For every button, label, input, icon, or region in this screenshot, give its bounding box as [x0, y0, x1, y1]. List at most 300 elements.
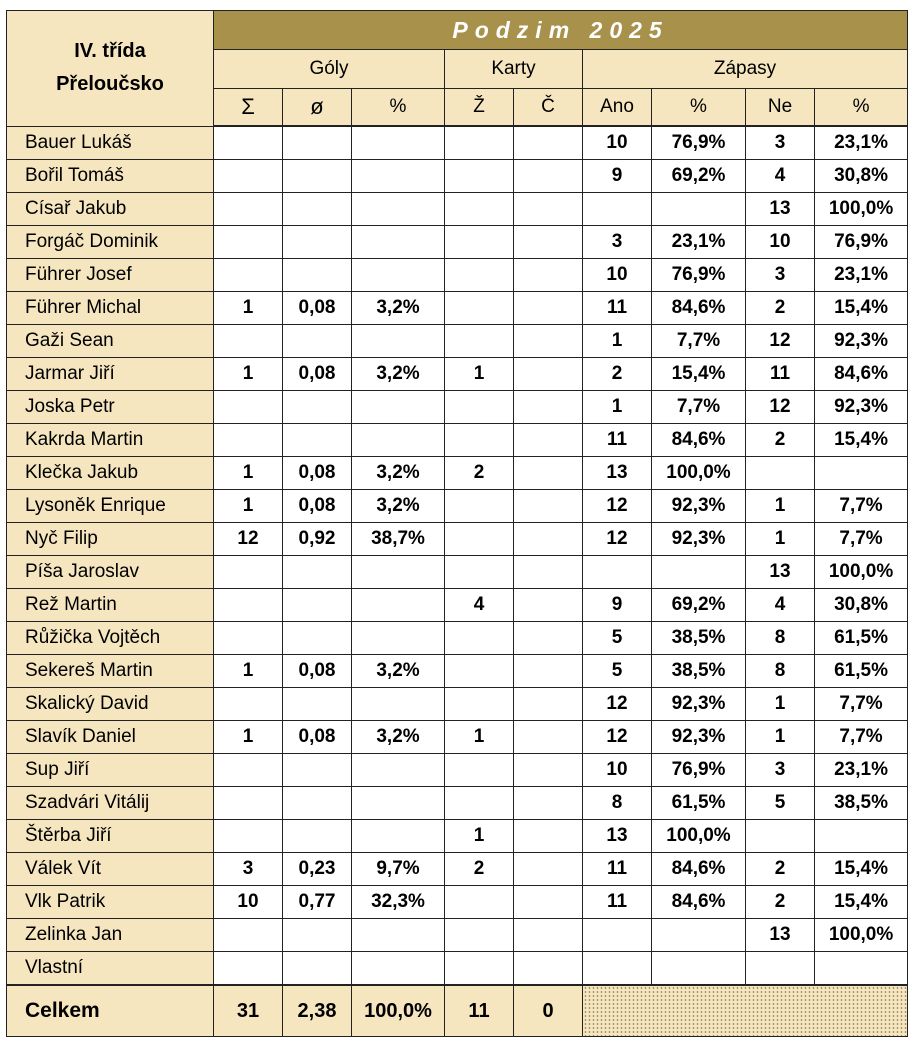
goals-pct-cell	[352, 391, 445, 424]
played-no-cell: 12	[746, 325, 815, 358]
player-name: Válek Vít	[7, 853, 214, 886]
played-yes-cell: 9	[583, 160, 652, 193]
goals-cell: 1	[214, 655, 283, 688]
goals-cell	[214, 325, 283, 358]
played-no-cell: 13	[746, 193, 815, 226]
played-no-pct-cell: 76,9%	[815, 226, 908, 259]
yellow-cards-cell	[445, 160, 514, 193]
goals-cell	[214, 820, 283, 853]
table-row	[7, 556, 908, 589]
played-no-cell: 1	[746, 490, 815, 523]
yellow-cards-cell	[445, 787, 514, 820]
goals-cell	[214, 391, 283, 424]
played-no-cell: 3	[746, 754, 815, 787]
player-name: Zelinka Jan	[7, 919, 214, 952]
goals-avg-cell	[283, 325, 352, 358]
played-no-pct-cell: 7,7%	[815, 523, 908, 556]
played-yes-pct-header: %	[652, 89, 746, 127]
played-yes-pct-cell: 100,0%	[652, 820, 746, 853]
goals-avg-cell	[283, 556, 352, 589]
table-row	[7, 358, 908, 391]
played-yes-pct-cell: 15,4%	[652, 358, 746, 391]
played-yes-cell: 13	[583, 457, 652, 490]
played-no-pct-cell: 7,7%	[815, 490, 908, 523]
played-no-pct-cell: 15,4%	[815, 853, 908, 886]
yellow-cards-cell: 1	[445, 820, 514, 853]
played-yes-cell: 11	[583, 424, 652, 457]
red-cards-cell	[514, 919, 583, 952]
yellow-cards-cell	[445, 391, 514, 424]
matches-group-header: Zápasy	[583, 50, 908, 89]
goals-pct-cell	[352, 556, 445, 589]
goals-avg-cell: 0,08	[283, 292, 352, 325]
player-name: Skalický David	[7, 688, 214, 721]
player-name: Forgáč Dominik	[7, 226, 214, 259]
table-row	[7, 424, 908, 457]
played-no-pct-cell	[815, 820, 908, 853]
goals-pct-cell	[352, 259, 445, 292]
total-matches-filler	[583, 985, 908, 1037]
played-no-cell: 8	[746, 655, 815, 688]
goals-pct-cell	[352, 820, 445, 853]
played-no-header: Ne	[746, 89, 815, 127]
played-yes-cell: 10	[583, 259, 652, 292]
played-no-cell: 10	[746, 226, 815, 259]
red-cards-cell	[514, 259, 583, 292]
goals-cell	[214, 226, 283, 259]
goals-cell: 1	[214, 721, 283, 754]
played-no-pct-cell: 84,6%	[815, 358, 908, 391]
played-no-pct-cell: 30,8%	[815, 160, 908, 193]
played-no-pct-cell: 15,4%	[815, 424, 908, 457]
played-yes-cell: 12	[583, 721, 652, 754]
played-yes-pct-cell: 92,3%	[652, 490, 746, 523]
player-rows	[7, 126, 908, 985]
played-yes-pct-cell: 61,5%	[652, 787, 746, 820]
goals-pct-cell: 3,2%	[352, 358, 445, 391]
goals-avg-cell: 0,23	[283, 853, 352, 886]
player-name: Sup Jiří	[7, 754, 214, 787]
goals-pct-cell	[352, 754, 445, 787]
red-cards-cell	[514, 391, 583, 424]
goals-pct-cell	[352, 952, 445, 986]
player-name: Szadvári Vitálij	[7, 787, 214, 820]
table-row	[7, 655, 908, 688]
red-cards-cell	[514, 622, 583, 655]
played-yes-cell: 5	[583, 622, 652, 655]
total-yellow-cards: 11	[445, 985, 514, 1037]
player-name: Vlk Patrik	[7, 886, 214, 919]
yellow-cards-cell	[445, 424, 514, 457]
goals-cell	[214, 193, 283, 226]
played-no-pct-cell: 38,5%	[815, 787, 908, 820]
played-yes-pct-cell	[652, 556, 746, 589]
yellow-cards-cell	[445, 325, 514, 358]
played-no-cell	[746, 820, 815, 853]
total-label: Celkem	[7, 985, 214, 1037]
played-yes-cell	[583, 952, 652, 986]
played-yes-pct-cell: 76,9%	[652, 126, 746, 160]
red-cards-cell	[514, 358, 583, 391]
goals-pct-cell	[352, 325, 445, 358]
yellow-cards-cell	[445, 259, 514, 292]
played-no-pct-cell: 15,4%	[815, 292, 908, 325]
goals-pct-cell	[352, 919, 445, 952]
goals-pct-cell: 3,2%	[352, 721, 445, 754]
table-row	[7, 622, 908, 655]
played-yes-pct-cell: 84,6%	[652, 424, 746, 457]
team-name-cell	[7, 11, 214, 127]
player-name: Slavík Daniel	[7, 721, 214, 754]
goals-avg-cell	[283, 919, 352, 952]
goals-pct-cell: 3,2%	[352, 292, 445, 325]
total-goals-pct: 100,0%	[352, 985, 445, 1037]
played-no-pct-cell: 7,7%	[815, 721, 908, 754]
yellow-cards-cell: 2	[445, 457, 514, 490]
played-no-cell: 13	[746, 919, 815, 952]
played-yes-cell: 8	[583, 787, 652, 820]
goals-avg-cell	[283, 622, 352, 655]
player-name: Bauer Lukáš	[7, 126, 214, 160]
goals-cell	[214, 787, 283, 820]
played-yes-cell: 1	[583, 325, 652, 358]
played-no-pct-cell: 92,3%	[815, 391, 908, 424]
goals-pct-cell	[352, 226, 445, 259]
player-name: Píša Jaroslav	[7, 556, 214, 589]
played-yes-pct-cell: 69,2%	[652, 160, 746, 193]
region-label: Přeloučsko	[56, 73, 164, 96]
played-yes-cell: 5	[583, 655, 652, 688]
red-cards-cell	[514, 853, 583, 886]
played-no-pct-cell: 23,1%	[815, 754, 908, 787]
total-goals: 31	[214, 985, 283, 1037]
player-name: Führer Michal	[7, 292, 214, 325]
played-yes-pct-cell: 38,5%	[652, 622, 746, 655]
played-no-pct-cell: 23,1%	[815, 126, 908, 160]
yellow-cards-cell	[445, 754, 514, 787]
played-yes-pct-cell: 92,3%	[652, 523, 746, 556]
played-no-cell	[746, 952, 815, 986]
goals-cell	[214, 622, 283, 655]
played-yes-pct-cell	[652, 952, 746, 986]
player-name: Gaži Sean	[7, 325, 214, 358]
league-label: IV. třída	[74, 40, 146, 63]
player-name: Jarmar Jiří	[7, 358, 214, 391]
goals-avg-header: ø	[283, 89, 352, 127]
header-title-row	[7, 11, 908, 50]
table-row	[7, 952, 908, 986]
goals-group-header: Góly	[214, 50, 445, 89]
goals-avg-cell: 0,08	[283, 358, 352, 391]
played-yes-cell: 9	[583, 589, 652, 622]
played-yes-pct-cell: 23,1%	[652, 226, 746, 259]
played-no-cell: 2	[746, 424, 815, 457]
cards-group-header: Karty	[445, 50, 583, 89]
played-yes-cell: 11	[583, 886, 652, 919]
played-no-cell: 8	[746, 622, 815, 655]
table-row	[7, 787, 908, 820]
table-row	[7, 721, 908, 754]
goals-avg-cell	[283, 787, 352, 820]
goals-avg-cell	[283, 424, 352, 457]
goals-avg-cell	[283, 688, 352, 721]
player-name: Bořil Tomáš	[7, 160, 214, 193]
player-name: Vlastní	[7, 952, 214, 986]
played-yes-cell: 1	[583, 391, 652, 424]
played-no-cell: 1	[746, 721, 815, 754]
red-cards-header: Č	[514, 89, 583, 127]
table-row	[7, 160, 908, 193]
played-yes-cell: 11	[583, 292, 652, 325]
red-cards-cell	[514, 424, 583, 457]
played-no-cell: 2	[746, 886, 815, 919]
table-row	[7, 126, 908, 160]
played-yes-cell: 12	[583, 688, 652, 721]
player-name: Lysoněk Enrique	[7, 490, 214, 523]
red-cards-cell	[514, 754, 583, 787]
player-name: Růžička Vojtěch	[7, 622, 214, 655]
played-no-cell: 2	[746, 853, 815, 886]
goals-avg-cell: 0,08	[283, 721, 352, 754]
player-name: Rež Martin	[7, 589, 214, 622]
player-name: Štěrba Jiří	[7, 820, 214, 853]
goals-cell	[214, 126, 283, 160]
goals-pct-cell: 3,2%	[352, 457, 445, 490]
played-yes-cell: 10	[583, 754, 652, 787]
table-row	[7, 523, 908, 556]
played-yes-cell: 12	[583, 490, 652, 523]
yellow-cards-cell: 1	[445, 721, 514, 754]
yellow-cards-cell	[445, 886, 514, 919]
played-no-cell: 12	[746, 391, 815, 424]
yellow-cards-cell	[445, 622, 514, 655]
goals-cell	[214, 952, 283, 986]
table-row	[7, 886, 908, 919]
table-row	[7, 853, 908, 886]
goals-pct-cell: 3,2%	[352, 655, 445, 688]
goals-cell	[214, 160, 283, 193]
goals-avg-cell	[283, 226, 352, 259]
played-no-cell: 3	[746, 259, 815, 292]
yellow-cards-cell	[445, 490, 514, 523]
red-cards-cell	[514, 490, 583, 523]
player-name: Klečka Jakub	[7, 457, 214, 490]
played-yes-pct-cell	[652, 193, 746, 226]
goals-avg-cell	[283, 160, 352, 193]
goals-avg-cell: 0,08	[283, 457, 352, 490]
red-cards-cell	[514, 655, 583, 688]
table-row	[7, 325, 908, 358]
goals-pct-cell: 9,7%	[352, 853, 445, 886]
goals-pct-cell	[352, 688, 445, 721]
player-name: Nyč Filip	[7, 523, 214, 556]
played-no-cell: 1	[746, 523, 815, 556]
total-row	[7, 985, 908, 1037]
goals-avg-cell	[283, 820, 352, 853]
goals-avg-cell	[283, 952, 352, 986]
yellow-cards-header: Ž	[445, 89, 514, 127]
goals-avg-cell: 0,92	[283, 523, 352, 556]
red-cards-cell	[514, 126, 583, 160]
player-name: Císař Jakub	[7, 193, 214, 226]
goals-pct-cell	[352, 193, 445, 226]
yellow-cards-cell	[445, 226, 514, 259]
yellow-cards-cell	[445, 126, 514, 160]
player-name: Führer Josef	[7, 259, 214, 292]
played-yes-cell	[583, 193, 652, 226]
played-no-pct-cell: 61,5%	[815, 622, 908, 655]
goals-pct-cell	[352, 126, 445, 160]
goals-pct-cell: 32,3%	[352, 886, 445, 919]
player-name: Joska Petr	[7, 391, 214, 424]
table-row	[7, 820, 908, 853]
played-no-pct-cell: 100,0%	[815, 556, 908, 589]
goals-avg-cell: 0,77	[283, 886, 352, 919]
played-no-pct-cell: 100,0%	[815, 193, 908, 226]
goals-cell	[214, 688, 283, 721]
red-cards-cell	[514, 589, 583, 622]
goals-avg-cell	[283, 126, 352, 160]
table-row	[7, 259, 908, 292]
table-row	[7, 688, 908, 721]
played-yes-pct-cell: 76,9%	[652, 754, 746, 787]
played-no-pct-cell: 100,0%	[815, 919, 908, 952]
played-no-cell: 1	[746, 688, 815, 721]
red-cards-cell	[514, 457, 583, 490]
played-yes-pct-cell: 84,6%	[652, 886, 746, 919]
played-yes-pct-cell: 76,9%	[652, 259, 746, 292]
goals-pct-cell	[352, 424, 445, 457]
played-no-cell: 11	[746, 358, 815, 391]
played-no-pct-cell: 23,1%	[815, 259, 908, 292]
goals-avg-cell	[283, 193, 352, 226]
goals-cell	[214, 259, 283, 292]
red-cards-cell	[514, 721, 583, 754]
played-yes-cell	[583, 919, 652, 952]
played-yes-cell: 11	[583, 853, 652, 886]
played-yes-cell: 3	[583, 226, 652, 259]
played-yes-cell	[583, 556, 652, 589]
table-row	[7, 193, 908, 226]
goals-pct-cell	[352, 622, 445, 655]
played-yes-cell: 13	[583, 820, 652, 853]
played-yes-pct-cell: 100,0%	[652, 457, 746, 490]
goals-cell: 12	[214, 523, 283, 556]
red-cards-cell	[514, 193, 583, 226]
goals-pct-cell	[352, 160, 445, 193]
played-yes-pct-cell: 84,6%	[652, 853, 746, 886]
played-no-cell: 4	[746, 160, 815, 193]
yellow-cards-cell	[445, 655, 514, 688]
red-cards-cell	[514, 292, 583, 325]
table-row	[7, 226, 908, 259]
goals-cell: 1	[214, 358, 283, 391]
table-row	[7, 292, 908, 325]
goals-avg-cell	[283, 391, 352, 424]
red-cards-cell	[514, 820, 583, 853]
played-yes-cell: 10	[583, 126, 652, 160]
red-cards-cell	[514, 160, 583, 193]
table-row	[7, 754, 908, 787]
played-no-pct-cell: 61,5%	[815, 655, 908, 688]
player-stats-table	[6, 10, 908, 1037]
red-cards-cell	[514, 226, 583, 259]
played-no-cell: 3	[746, 126, 815, 160]
total-red-cards: 0	[514, 985, 583, 1037]
goals-pct-header: %	[352, 89, 445, 127]
table-row	[7, 490, 908, 523]
played-no-pct-cell	[815, 457, 908, 490]
red-cards-cell	[514, 556, 583, 589]
played-yes-pct-cell: 69,2%	[652, 589, 746, 622]
played-yes-pct-cell	[652, 919, 746, 952]
red-cards-cell	[514, 523, 583, 556]
season-title: Podzim 2025	[214, 11, 908, 50]
played-no-cell: 13	[746, 556, 815, 589]
played-yes-pct-cell: 92,3%	[652, 688, 746, 721]
goals-cell	[214, 556, 283, 589]
table-row	[7, 391, 908, 424]
played-yes-pct-cell: 84,6%	[652, 292, 746, 325]
yellow-cards-cell: 4	[445, 589, 514, 622]
goals-avg-cell: 0,08	[283, 490, 352, 523]
played-yes-pct-cell: 7,7%	[652, 325, 746, 358]
total-goals-avg: 2,38	[283, 985, 352, 1037]
played-yes-pct-cell: 38,5%	[652, 655, 746, 688]
played-no-cell: 2	[746, 292, 815, 325]
played-no-pct-cell: 30,8%	[815, 589, 908, 622]
played-no-pct-cell: 92,3%	[815, 325, 908, 358]
red-cards-cell	[514, 952, 583, 986]
goals-cell: 10	[214, 886, 283, 919]
yellow-cards-cell	[445, 919, 514, 952]
goals-cell: 1	[214, 490, 283, 523]
goals-cell	[214, 919, 283, 952]
yellow-cards-cell	[445, 523, 514, 556]
table-row	[7, 919, 908, 952]
played-no-cell: 5	[746, 787, 815, 820]
goals-cell: 1	[214, 457, 283, 490]
played-no-pct-header: %	[815, 89, 908, 127]
goals-avg-cell	[283, 754, 352, 787]
red-cards-cell	[514, 688, 583, 721]
goals-cell	[214, 424, 283, 457]
goals-cell: 3	[214, 853, 283, 886]
goals-cell	[214, 754, 283, 787]
goals-cell: 1	[214, 292, 283, 325]
red-cards-cell	[514, 325, 583, 358]
goals-pct-cell	[352, 589, 445, 622]
played-yes-pct-cell: 7,7%	[652, 391, 746, 424]
played-no-cell	[746, 457, 815, 490]
played-yes-cell: 12	[583, 523, 652, 556]
yellow-cards-cell	[445, 952, 514, 986]
red-cards-cell	[514, 886, 583, 919]
goals-avg-cell: 0,08	[283, 655, 352, 688]
red-cards-cell	[514, 787, 583, 820]
played-yes-cell: 2	[583, 358, 652, 391]
goals-pct-cell	[352, 787, 445, 820]
goals-pct-cell: 3,2%	[352, 490, 445, 523]
yellow-cards-cell	[445, 292, 514, 325]
player-name: Sekereš Martin	[7, 655, 214, 688]
player-name: Kakrda Martin	[7, 424, 214, 457]
yellow-cards-cell: 1	[445, 358, 514, 391]
played-yes-pct-cell: 92,3%	[652, 721, 746, 754]
table-row	[7, 589, 908, 622]
goals-avg-cell	[283, 259, 352, 292]
played-yes-header: Ano	[583, 89, 652, 127]
